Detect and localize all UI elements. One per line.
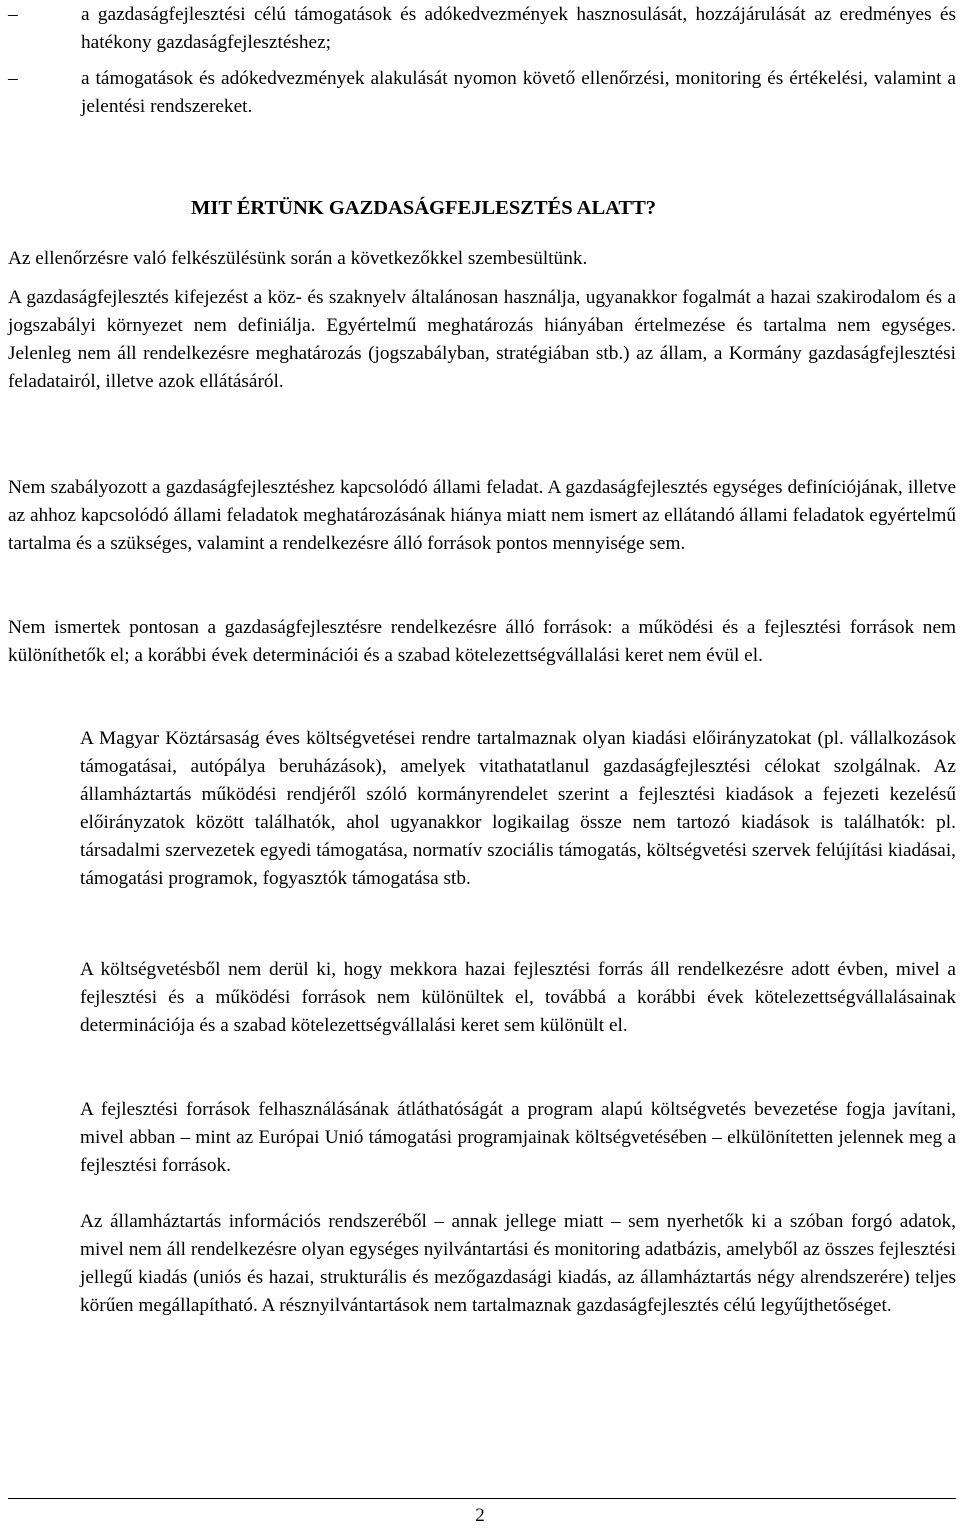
intro-paragraph: Az ellenőrzésre való felkészülésünk során a következőkkel szembesültünk. [8, 248, 588, 269]
definition-paragraph: A gazdaságfejlesztés kifejezést a köz- és szaknyelv általánosan használja, ugyanakkor fogalmát a hazai szakirodalom és a jogszabályi környezet nem definiálja. Egyértelmű meghatározás hiányában értelmezése és tartalma nem egységes. Jelenleg nem áll rendelkezésre meghatározás (jogszabályban, stratégiában stb.) az állam, a Kormány gazdaságfejlesztési feladatairól, illetve azok ellátásáról. [8, 287, 956, 392]
information-paragraph: Az államháztartás információs rendszeréből – annak jellege miatt – sem nyerhetők ki a szóban forgó adatok, mivel nem áll rendelkezésre olyan egységes nyilvántartási és monitoring adatbázis, amelyből az összes fejlesztési jellegű kiadás (uniós és hazai, strukturális és mezőgazdasági kiadás, az államháztartás négy alrendszerére) teljes körűen megállapítható. A résznyilvántartások nem tartalmaznak gazdaságfejlesztés célú legyűjthetőséget. [80, 1211, 956, 1316]
bullet-list [8, 1, 956, 129]
not-known-paragraph: Nem ismertek pontosan a gazdaságfejlesztésre rendelkezésre álló források: a működési és a fejlesztési források nem különíthetők el; a korábbi évek determinációi és a szabad kötelezettségvállalási keret nem évül el. [8, 617, 956, 666]
transparency-paragraph: A fejlesztési források felhasználásának átláthatóságát a program alapú költségvetés bevezetése fogja javítani, mivel abban – mint az Európai Unió támogatási programjainak költségvetésében – elkülönítetten jelennek meg a fejlesztési források. [80, 1099, 956, 1176]
not-regulated-paragraph: Nem szabályozott a gazdaságfejlesztéshez kapcsolódó állami feladat. A gazdaságfejlesztés egységes definíciójának, illetve az ahhoz kapcsolódó állami feladatok meghatározásának hiánya miatt nem ismert az ellátandó állami feladatok egyértelmű tartalma és a szükséges, valamint a rendelkezésre álló források pontos mennyisége sem. [8, 477, 956, 554]
unclear-paragraph: A költségvetésből nem derül ki, hogy mekkora hazai fejlesztési forrás áll rendelkezésre adott évben, mivel a fejlesztési és a működési források nem különültek el, továbbá a korábbi évek kötelezettségvállalásainak determinációja és a szabad kötelezettségvállalási keret sem különült el. [80, 959, 956, 1036]
bullet-item [8, 65, 956, 121]
bullet-dash: – [8, 4, 18, 25]
section-heading: MIT ÉRTÜNK GAZDASÁGFEJLESZTÉS ALATT? [191, 197, 657, 219]
bullet-text: a támogatások és adókedvezmények alakulását nyomon követő ellenőrzési, monitoring és értékelési, valamint a jelentési rendszereket. [81, 68, 956, 117]
budget-paragraph: A Magyar Köztársaság éves költségvetései rendre tartalmaznak olyan kiadási előirányzatokat (pl. vállalkozások támogatásai, autópálya beruházások), amelyek vitathatatlanul gazdaságfejlesztési célokat szolgálnak. Az államháztartás működési rendjéről szóló kormányrendelet szerint a fejlesztési kiadások a fejezeti kezelésű előirányzatok között találhatók, ahol ugyanakkor logikailag össze nem tartozó kiadások is találhatók: pl. társadalmi szervezetek egyedi támogatása, normatív szociális támogatás, költségvetési szervek felújítási kiadásai, támogatási programok, fogyasztók támogatása stb. [80, 728, 956, 889]
bullet-dash: – [8, 68, 18, 89]
footer-divider [8, 1498, 956, 1499]
bullet-item [8, 1, 956, 57]
bullet-text: a gazdaságfejlesztési célú támogatások és adókedvezmények hasznosulását, hozzájárulását az eredményes és hatékony gazdaságfejlesztéshez; [81, 4, 956, 53]
page-number: 2 [475, 1505, 485, 1526]
